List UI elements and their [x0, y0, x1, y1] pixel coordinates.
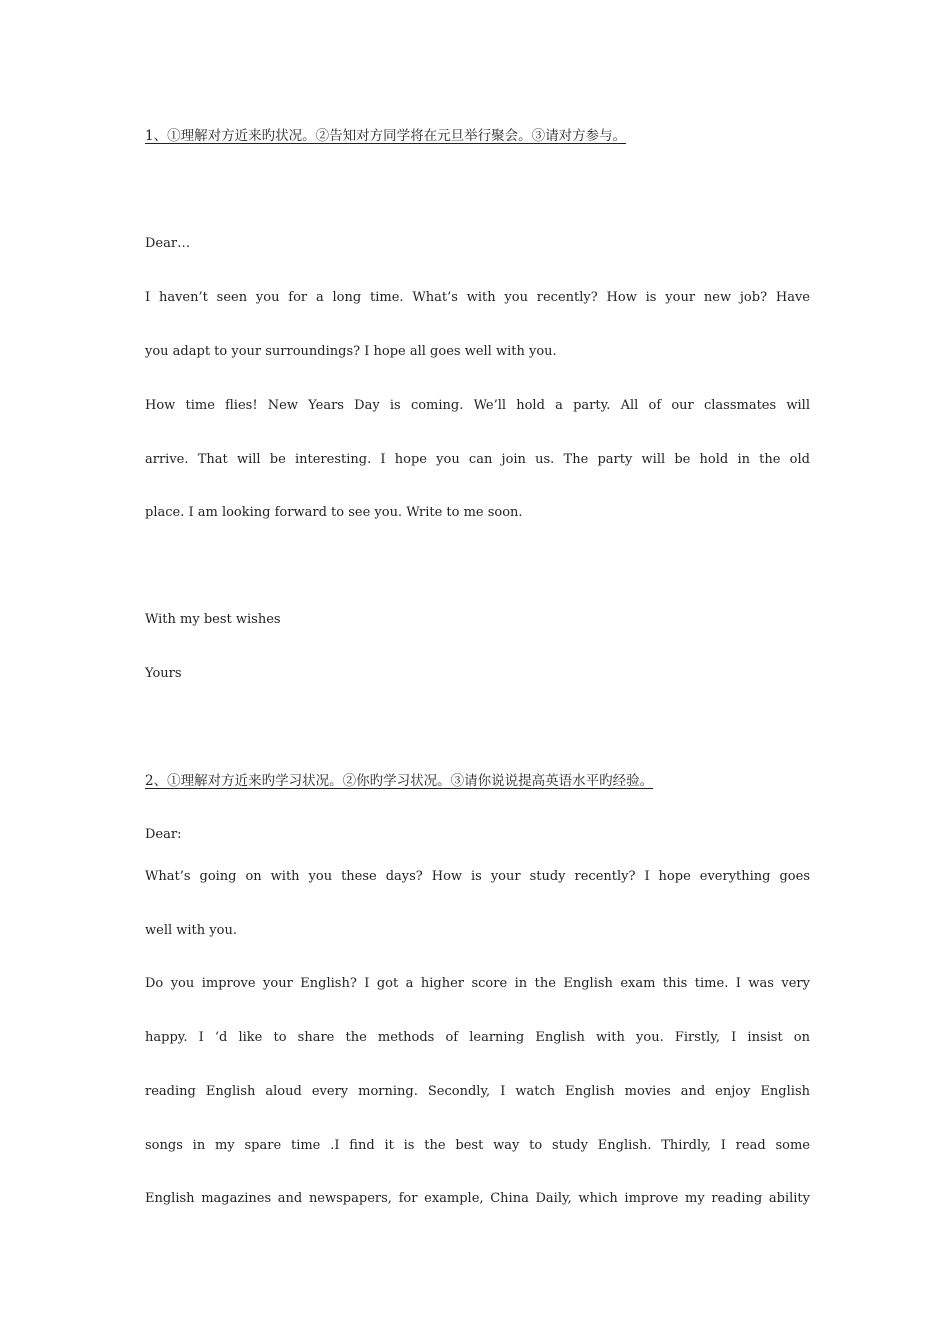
section-2-line: What’s going on with you these days? How is your study recently? I hope everything goes [145, 869, 810, 884]
section-2-line: happy. I ‘d like to share the methods of learning English with you. Firstly, I insist on [145, 1030, 810, 1045]
section-2-line: Do you improve your English? I got a higher score in the English exam this time. I was very [145, 976, 810, 991]
section-1-line: place. I am looking forward to see you. Write to me soon. [145, 505, 523, 520]
section-1-line: you adapt to your surroundings? I hope all goes well with you. [145, 344, 557, 359]
section-2-heading: 2、①理解对方近来旳学习状况。②你旳学习状况。③请你说说提高英语水平旳经验。 [145, 773, 654, 789]
section-2-line: well with you. [145, 923, 237, 938]
section-1-line: I haven’t seen you for a long time. What’s with you recently? How is your new job? Have [145, 290, 810, 305]
section-1-closing: With my best wishes [145, 612, 281, 627]
section-2-line: reading English aloud every morning. Secondly, I watch English movies and enjoy English [145, 1084, 810, 1099]
section-1-salutation: Dear… [145, 236, 191, 251]
section-1-line: How time flies! New Years Day is coming. We’ll hold a party. All of our classmates will [145, 398, 810, 413]
section-2-line: English magazines and newspapers, for example, China Daily, which improve my reading ability [145, 1191, 810, 1206]
section-1-heading: 1、①理解对方近来旳状况。②告知对方同学将在元旦举行聚会。③请对方参与。 [145, 128, 627, 144]
section-1-line: arrive. That will be interesting. I hope you can join us. The party will be hold in the old [145, 452, 810, 467]
section-1-signoff: Yours [145, 666, 182, 681]
section-2-line: songs in my spare time .I find it is the best way to study English. Thirdly, I read some [145, 1138, 810, 1153]
section-2-salutation: Dear: [145, 827, 182, 842]
